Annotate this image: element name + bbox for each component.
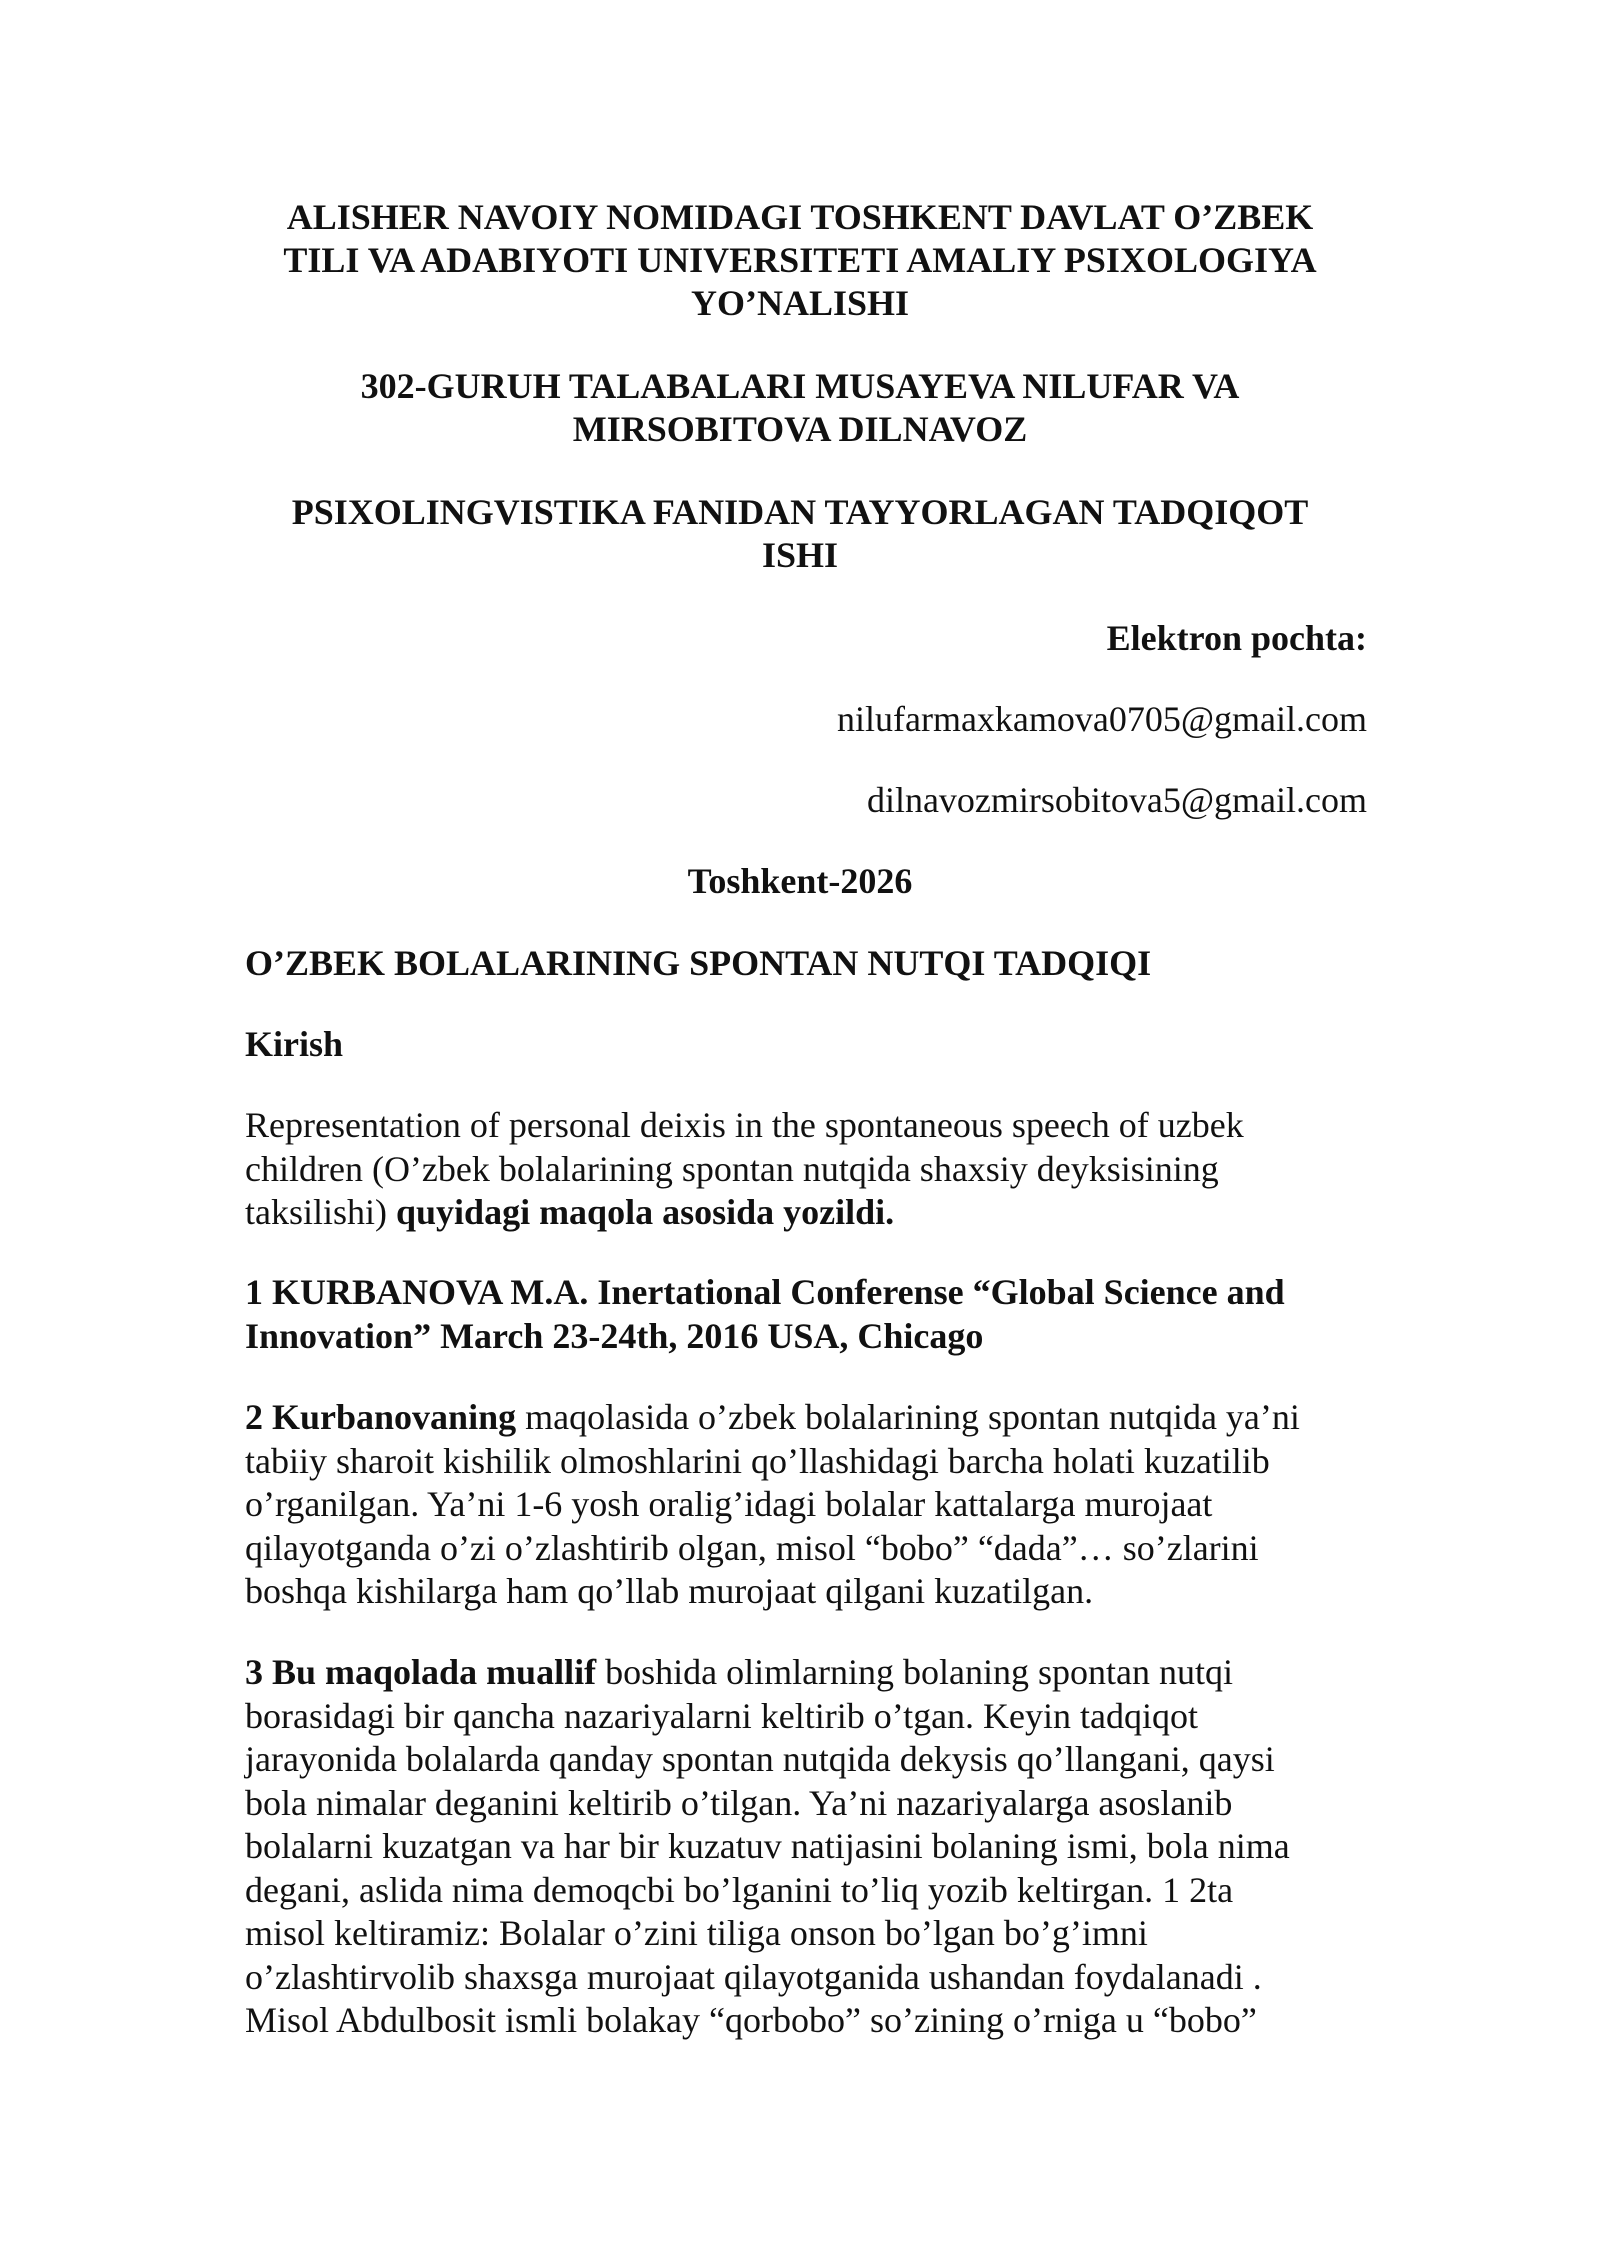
heading-line: MIRSOBITOVA DILNAVOZ [572, 409, 1028, 449]
section-heading: Kirish [245, 1024, 344, 1064]
paragraph-line [245, 1191, 1385, 1235]
paragraph-line: 1 KURBANOVA M.A. Inertational Conferense “Global Science and [245, 1272, 1285, 1312]
students-heading [245, 365, 1355, 451]
item2-lead-rest: maqolasida o’zbek bolalarining spontan nutqida ya’ni [516, 1397, 1300, 1437]
paragraph-line: borasidagi bir qancha nazariyalarni keltirib o’tgan. Keyin tadqiqot [245, 1695, 1199, 1736]
document-title: O’ZBEK BOLALARINING SPONTAN NUTQI TADQIQI [245, 943, 1152, 983]
paragraph-line: bola nimalar deganini keltirib o’tilgan. Ya’ni nazariyalarga asoslanib [245, 1782, 1233, 1823]
paragraph-line [245, 1396, 1385, 1440]
heading-line: ISHI [761, 535, 839, 575]
paragraph-item-2 [245, 1396, 1385, 1614]
city-year: Toshkent-2026 [687, 861, 913, 901]
heading-line: TILI VA ADABIYOTI UNIVERSITETI AMALIY PSIXOLOGIYA [283, 240, 1317, 280]
heading-line: PSIXOLINGVISTIKA FANIDAN TAYYORLAGAN TADQIQOT [291, 492, 1309, 532]
work-heading [245, 491, 1355, 577]
paragraph-line: qilayotganda o’zi o’zlashtirib olgan, misol “bobo” “dada”… so’zlarini [245, 1527, 1259, 1568]
item3-lead-bold: 3 Bu maqolada muallif [245, 1652, 597, 1692]
email-link-2[interactable]: dilnavozmirsobitova5@gmail.com [866, 780, 1367, 820]
paragraph-line: degani, aslida nima demoqcbi bo’lganini to’liq yozib keltirgan. 1 2ta [245, 1869, 1234, 1910]
intro-bold-text: quyidagi maqola asosida yozildi. [396, 1192, 895, 1232]
paragraph-line: children (O’zbek bolalarining spontan nutqida shaxsiy deyksisining [245, 1148, 1219, 1189]
item3-lead-rest: boshida olimlarning bolaning spontan nutqi [596, 1652, 1234, 1692]
paragraph-line: boshqa kishilarga ham qo’llab murojaat qilgani kuzatilgan. [245, 1571, 1094, 1611]
paragraph-line: Misol Abdulbosit ismli bolakay “qorbobo” so’zining o’rniga u “bobo” [245, 2000, 1257, 2040]
email-label: Elektron pochta: [1106, 618, 1367, 658]
intro-plain-text: taksilishi) [245, 1192, 396, 1232]
paragraph-line: Representation of personal deixis in the spontaneous speech of uzbek [245, 1105, 1244, 1145]
paragraph-line: misol keltiramiz: Bolalar o’zini tiliga onson bo’lgan bo’g’imni [245, 1913, 1148, 1953]
paragraph-line: o’zlashtirvolib shaxsga murojaat qilayotganida ushandan foydalanadi . [245, 1956, 1262, 1997]
intro-paragraph [245, 1104, 1385, 1235]
paragraph-line [245, 1651, 1385, 1695]
paragraph-item-3 [245, 1651, 1385, 2043]
reference-item-1 [245, 1271, 1385, 1358]
email-link-1[interactable]: nilufarmaxkamova0705@gmail.com [836, 699, 1367, 739]
university-heading [245, 196, 1355, 325]
paragraph-line: o’rganilgan. Ya’ni 1-6 yosh oralig’idagi bolalar kattalarga murojaat [245, 1484, 1213, 1524]
paragraph-line: Innovation” March 23-24th, 2016 USA, Chicago [245, 1315, 984, 1356]
paragraph-line: bolalarni kuzatgan va har bir kuzatuv natijasini bolaning ismi, bola nima [245, 1826, 1290, 1866]
paragraph-line: jarayonida bolalarda qanday spontan nutqida dekysis qo’llangani, qaysi [245, 1739, 1275, 1779]
item2-lead-bold: 2 Kurbanovaning [245, 1397, 517, 1437]
heading-line: YO’NALISHI [690, 283, 910, 323]
heading-line: 302-GURUH TALABALARI MUSAYEVA NILUFAR VA [360, 366, 1240, 406]
paragraph-line: tabiiy sharoit kishilik olmoshlarini qo’llashidagi barcha holati kuzatilib [245, 1440, 1270, 1481]
heading-line: ALISHER NAVOIY NOMIDAGI TOSHKENT DAVLAT O’ZBEK [286, 197, 1314, 237]
